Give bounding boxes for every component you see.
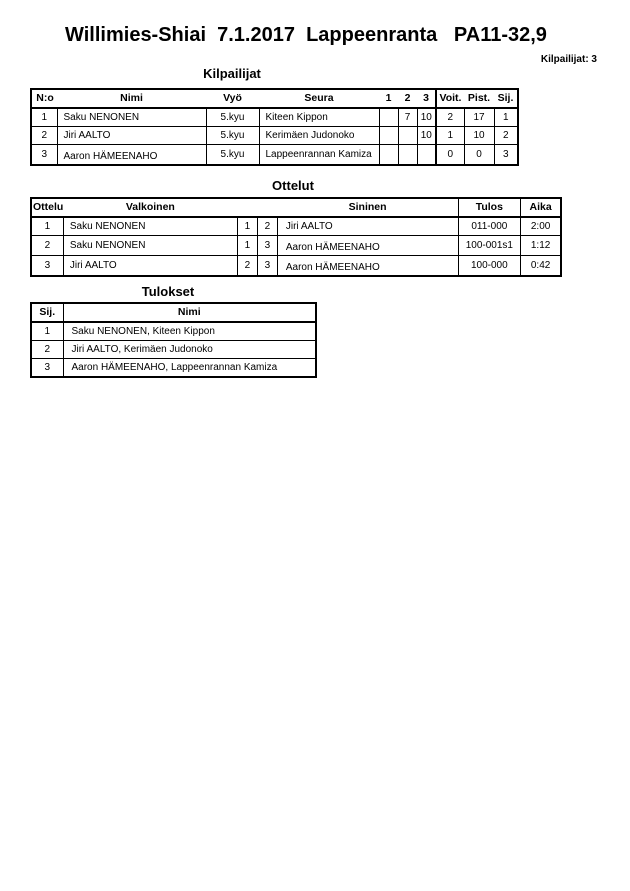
cell-seura: Lappeenrannan Kamiza — [259, 145, 379, 166]
cell-nimi: Aaron HÄMEENAHO, Lappeenrannan Kamiza — [63, 359, 316, 378]
col-header-tulos: Tulos — [458, 198, 520, 217]
cell-valkoinen: Jiri AALTO — [63, 256, 237, 277]
table-ottelut — [30, 197, 562, 277]
cell-voit: 0 — [436, 145, 464, 166]
table-row — [31, 236, 561, 256]
cell-sininen: Aaron HÄMEENAHO — [277, 256, 458, 277]
col-header-pist: Pist. — [464, 89, 494, 108]
competitor-count-label: Kilpailijat: 3 — [540, 54, 597, 65]
section-heading-kilpailijat: Kilpailijat — [203, 66, 261, 81]
cell-aika: 1:12 — [520, 236, 561, 256]
cell-match2 — [398, 145, 417, 166]
cell-seura: Kiteen Kippon — [259, 108, 379, 127]
col-header-match3: 3 — [417, 89, 436, 108]
col-header-sij: Sij. — [31, 303, 63, 322]
cell-blue-no: 3 — [257, 236, 277, 256]
cell-tulos: 100-000 — [458, 256, 520, 277]
col-header-white-no — [237, 198, 257, 217]
cell-nimi: Jiri AALTO, Kerimäen Judonoko — [63, 341, 316, 359]
col-header-nimi: Nimi — [63, 303, 316, 322]
section-heading-ottelut: Ottelut — [272, 178, 314, 193]
cell-aika: 2:00 — [520, 217, 561, 236]
table-row — [31, 145, 518, 166]
col-header-blue-no — [257, 198, 277, 217]
cell-no: 1 — [31, 108, 57, 127]
cell-match3: 10 — [417, 127, 436, 145]
cell-match2: 7 — [398, 108, 417, 127]
cell-sininen: Aaron HÄMEENAHO — [277, 236, 458, 256]
cell-valkoinen: Saku NENONEN — [63, 236, 237, 256]
cell-sij: 3 — [31, 359, 63, 378]
cell-match2 — [398, 127, 417, 145]
cell-match1 — [379, 127, 398, 145]
cell-nimi: Jiri AALTO — [57, 127, 206, 145]
cell-no: 2 — [31, 127, 57, 145]
table-tulokset — [30, 302, 317, 378]
cell-valkoinen: Saku NENONEN — [63, 217, 237, 236]
cell-tulos: 100-001s1 — [458, 236, 520, 256]
cell-blue-no: 3 — [257, 256, 277, 277]
col-header-nimi: Nimi — [57, 89, 206, 108]
cell-match-no: 1 — [31, 217, 63, 236]
cell-sij: 1 — [31, 322, 63, 341]
table-row — [31, 108, 518, 127]
ottelut-header-row — [31, 198, 561, 217]
cell-match3 — [417, 145, 436, 166]
table-row — [31, 127, 518, 145]
table-row — [31, 256, 561, 277]
cell-sij: 2 — [31, 341, 63, 359]
cell-aika: 0:42 — [520, 256, 561, 277]
cell-pist: 0 — [464, 145, 494, 166]
col-header-ottelu: Ottelu — [31, 198, 63, 217]
cell-voit: 1 — [436, 127, 464, 145]
table-kilpailijat — [30, 88, 519, 166]
table-row — [31, 217, 561, 236]
col-header-sininen: Sininen — [277, 198, 458, 217]
col-header-voit: Voit. — [436, 89, 464, 108]
cell-tulos: 011-000 — [458, 217, 520, 236]
cell-vyo: 5.kyu — [206, 108, 259, 127]
cell-voit: 2 — [436, 108, 464, 127]
cell-match1 — [379, 145, 398, 166]
cell-nimi: Aaron HÄMEENAHO — [57, 145, 206, 166]
cell-nimi: Saku NENONEN, Kiteen Kippon — [63, 322, 316, 341]
table-row — [31, 359, 316, 378]
cell-white-no: 1 — [237, 236, 257, 256]
col-header-no: N:o — [31, 89, 57, 108]
cell-vyo: 5.kyu — [206, 145, 259, 166]
cell-sij: 1 — [494, 108, 518, 127]
cell-blue-no: 2 — [257, 217, 277, 236]
cell-match-no: 2 — [31, 236, 63, 256]
kilpailijat-header-row — [31, 89, 518, 108]
cell-white-no: 2 — [237, 256, 257, 277]
col-header-sij: Sij. — [494, 89, 518, 108]
col-header-vyo: Vyö — [206, 89, 259, 108]
cell-pist: 10 — [464, 127, 494, 145]
cell-match3: 10 — [417, 108, 436, 127]
cell-seura: Kerimäen Judonoko — [259, 127, 379, 145]
col-header-match2: 2 — [398, 89, 417, 108]
cell-match1 — [379, 108, 398, 127]
col-header-valkoinen: Valkoinen — [63, 198, 237, 217]
document-title: Willimies-Shiai 7.1.2017 Lappeenranta PA11-32,9 — [65, 24, 547, 46]
cell-white-no: 1 — [237, 217, 257, 236]
col-header-match1: 1 — [379, 89, 398, 108]
cell-match-no: 3 — [31, 256, 63, 277]
col-header-seura: Seura — [259, 89, 379, 108]
section-heading-tulokset: Tulokset — [141, 284, 195, 299]
table-row — [31, 322, 316, 341]
col-header-aika: Aika — [520, 198, 561, 217]
cell-sij: 2 — [494, 127, 518, 145]
cell-nimi: Saku NENONEN — [57, 108, 206, 127]
cell-pist: 17 — [464, 108, 494, 127]
cell-sininen: Jiri AALTO — [277, 217, 458, 236]
tulokset-header-row — [31, 303, 316, 322]
cell-sij: 3 — [494, 145, 518, 166]
cell-no: 3 — [31, 145, 57, 166]
cell-vyo: 5.kyu — [206, 127, 259, 145]
table-row — [31, 341, 316, 359]
